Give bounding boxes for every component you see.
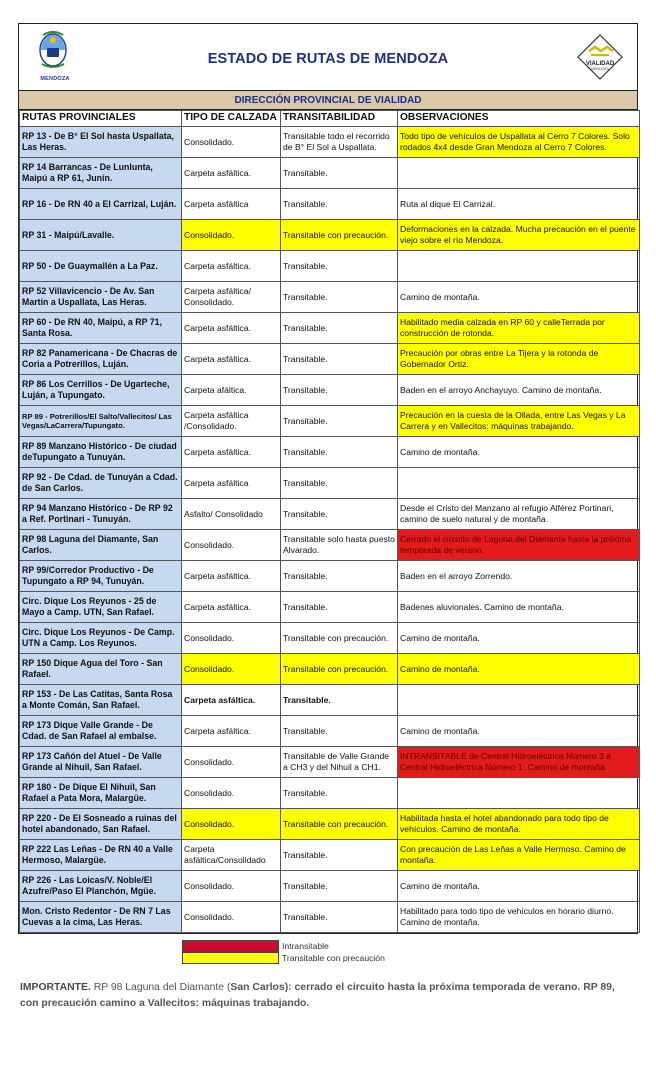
calzada-cell: Carpeta asfáltica. bbox=[182, 592, 281, 623]
note-lead: IMPORTANTE. bbox=[20, 982, 91, 993]
note-part1: RP 98 Laguna del Diamante ( bbox=[90, 982, 231, 993]
transitabilidad-cell: Transitable. bbox=[281, 592, 398, 623]
note-part3: ): cerrado el circuito hasta la próxima temporada de verano. RP 89, con precaución camino a Vallecitos: máquinas trabajando. bbox=[20, 982, 615, 1009]
transitabilidad-cell: Transitable todo el recorrido de B° El Sol a Uspallata. bbox=[281, 127, 398, 158]
calzada-cell: Carpeta asfáltica bbox=[182, 189, 281, 220]
observaciones-cell: Camino de montaña. bbox=[398, 716, 640, 747]
route-cell: RP 14 Barrancas - De Lunlunta, Maipú a RP 61, Junín. bbox=[20, 158, 182, 189]
route-cell: RP 173 Cañón del Atuel - De Valle Grande al Nihuil, San Rafael. bbox=[20, 747, 182, 778]
calzada-cell: Consolidado. bbox=[182, 902, 281, 933]
routes-table-body bbox=[20, 127, 640, 933]
observaciones-cell: Camino de montaña. bbox=[398, 871, 640, 902]
legend-item-precaucion bbox=[182, 952, 385, 964]
route-cell: RP 220 - De El Sosneado a ruinas del hotel abandonado, San Rafael. bbox=[20, 809, 182, 840]
calzada-cell: Consolidado. bbox=[182, 530, 281, 561]
table-row bbox=[20, 747, 640, 778]
vialidad-logo-text: VIALIDAD bbox=[585, 61, 615, 67]
observaciones-cell: Con precaución de Las Leñas a Valle Hermoso. Camino de montaña. bbox=[398, 840, 640, 871]
table-row bbox=[20, 313, 640, 344]
calzada-cell: Carpeta asfáltica. bbox=[182, 716, 281, 747]
route-status-sheet bbox=[18, 23, 638, 934]
table-row bbox=[20, 344, 640, 375]
calzada-cell: Carpeta asfáltica. bbox=[182, 313, 281, 344]
calzada-cell: Consolidado. bbox=[182, 778, 281, 809]
calzada-cell: Carpeta asfáltica. bbox=[182, 344, 281, 375]
transitabilidad-cell: Transitable. bbox=[281, 685, 398, 716]
observaciones-cell: Camino de montaña. bbox=[398, 654, 640, 685]
legend bbox=[182, 940, 385, 964]
transitabilidad-cell: Transitable. bbox=[281, 375, 398, 406]
table-row bbox=[20, 220, 640, 251]
route-cell: RP 180 - De Dique El Nihuil, San Rafael a Pata Mora, Malargüe. bbox=[20, 778, 182, 809]
transitabilidad-cell: Transitable. bbox=[281, 344, 398, 375]
calzada-cell: Consolidado. bbox=[182, 809, 281, 840]
table-row bbox=[20, 778, 640, 809]
transitabilidad-cell: Transitable. bbox=[281, 561, 398, 592]
transitabilidad-cell: Transitable. bbox=[281, 282, 398, 313]
route-cell: RP 60 - De RN 40, Maipú, a RP 71, Santa Rosa. bbox=[20, 313, 182, 344]
table-row bbox=[20, 375, 640, 406]
observaciones-cell bbox=[398, 468, 640, 499]
subheader: DIRECCIÓN PROVINCIAL DE VIALIDAD bbox=[19, 91, 637, 110]
table-row bbox=[20, 158, 640, 189]
calzada-cell: Asfalto/ Consolidado bbox=[182, 499, 281, 530]
legend-swatch-yellow bbox=[182, 952, 279, 964]
route-cell: RP 16 - De RN 40 a El Carrizal, Luján. bbox=[20, 189, 182, 220]
transitabilidad-cell: Transitable. bbox=[281, 902, 398, 933]
important-note bbox=[20, 980, 636, 1011]
route-cell: Mon. Cristo Redentor - De RN 7 Las Cuevas a la cima, Las Heras. bbox=[20, 902, 182, 933]
observaciones-cell: Cerrado el circuito de Laguna del Diamante hasta la próxima temporada de verano. bbox=[398, 530, 640, 561]
observaciones-cell: Habilitado media calzada en RP 60 y calleTerrada por construcción de rotonda. bbox=[398, 313, 640, 344]
table-row bbox=[20, 902, 640, 933]
transitabilidad-cell: Transitable. bbox=[281, 716, 398, 747]
transitabilidad-cell: Transitable. bbox=[281, 499, 398, 530]
mendoza-logo-caption: MENDOZA bbox=[40, 76, 70, 82]
route-cell: RP 82 Panamericana - De Chacras de Coria a Potrerillos, Luján. bbox=[20, 344, 182, 375]
calzada-cell: Consolidado. bbox=[182, 747, 281, 778]
transitabilidad-cell: Transitable. bbox=[281, 251, 398, 282]
route-cell: RP 89 - Potrerillos/El Salto/Vallecitos/ Las Vegas/LaCarrera/Tupungato. bbox=[20, 406, 182, 437]
calzada-cell: Carpeta asfáltica/Consolidado bbox=[182, 840, 281, 871]
vialidad-logo bbox=[577, 34, 623, 80]
calzada-cell: Carpeta asfáltica. bbox=[182, 685, 281, 716]
route-cell: RP 92 - De Cdad. de Tunuyán a Cdad. de San Carlos. bbox=[20, 468, 182, 499]
observaciones-cell: Todo tipo de vehículos de Uspallata al Cerro 7 Colores. Solo rodados 4x4 desde Gran Mendoza al Cerro 7 Colores. bbox=[398, 127, 640, 158]
route-cell: RP 226 - Las Loicas/V. Noble/El Azufre/Paso El Planchón, Mgüe. bbox=[20, 871, 182, 902]
column-header-observaciones: OBSERVACIONES bbox=[398, 111, 640, 127]
table-row bbox=[20, 530, 640, 561]
table-row bbox=[20, 561, 640, 592]
calzada-cell: Carpeta asfáltica/ Consolidado. bbox=[182, 282, 281, 313]
calzada-cell: Carpeta afáltica. bbox=[182, 375, 281, 406]
observaciones-cell bbox=[398, 685, 640, 716]
observaciones-cell: Desde el Cristo del Manzano al refugio Alférez Portinari, camino de suelo natural y de montaña. bbox=[398, 499, 640, 530]
transitabilidad-cell: Transitable. bbox=[281, 840, 398, 871]
transitabilidad-cell: Transitable. bbox=[281, 158, 398, 189]
transitabilidad-cell: Transitable. bbox=[281, 406, 398, 437]
route-cell: RP 222 Las Leñas - De RN 40 a Valle Hermoso, Malargüe. bbox=[20, 840, 182, 871]
observaciones-cell bbox=[398, 778, 640, 809]
transitabilidad-cell: Transitable. bbox=[281, 437, 398, 468]
transitabilidad-cell: Transitable. bbox=[281, 871, 398, 902]
route-cell: RP 31 - Maipú/Lavalle. bbox=[20, 220, 182, 251]
route-cell: Circ. Dique Los Reyunos - 25 de Mayo a Camp. UTN, San Rafael. bbox=[20, 592, 182, 623]
observaciones-cell: Baden en el arroyo Anchayuyo. Camino de montaña. bbox=[398, 375, 640, 406]
route-cell: Circ. Dique Los Reyunos - De Camp. UTN a Camp. Los Reyunos. bbox=[20, 623, 182, 654]
route-cell: RP 13 - De B° El Sol hasta Uspallata, Las Heras. bbox=[20, 127, 182, 158]
table-row bbox=[20, 437, 640, 468]
vialidad-logo-subtext: MENDOZA bbox=[591, 67, 609, 71]
route-cell: RP 50 - De Guaymallén a La Paz. bbox=[20, 251, 182, 282]
transitabilidad-cell: Transitable con precaución. bbox=[281, 654, 398, 685]
observaciones-cell: Camino de montaña. bbox=[398, 437, 640, 468]
table-row bbox=[20, 592, 640, 623]
legend-swatch-red bbox=[182, 940, 279, 952]
observaciones-cell: Badenes aluvionales. Camino de montaña. bbox=[398, 592, 640, 623]
table-row bbox=[20, 406, 640, 437]
observaciones-cell: Deformaciones en la calzada. Mucha precaución en el puente viejo sobre el río Mendoza. bbox=[398, 220, 640, 251]
route-cell: RP 150 Dique Agua del Toro - San Rafael. bbox=[20, 654, 182, 685]
transitabilidad-cell: Transitable. bbox=[281, 313, 398, 344]
transitabilidad-cell: Transitable de Valle Grande a CH3 y del Nihuil a CH1. bbox=[281, 747, 398, 778]
observaciones-cell: Camino de montaña. bbox=[398, 623, 640, 654]
table-row bbox=[20, 654, 640, 685]
calzada-cell: Carpeta asfáltica. bbox=[182, 437, 281, 468]
observaciones-cell: Precaución por obras entre La Tijera y la rotonda de Gobernador Ortiz. bbox=[398, 344, 640, 375]
transitabilidad-cell: Transitable. bbox=[281, 778, 398, 809]
observaciones-cell: Habilitado para todo tipo de vehículos en horario diurno. Camino de montaña. bbox=[398, 902, 640, 933]
route-cell: RP 173 Dique Valle Grande - De Cdad. de San Rafael al embalse. bbox=[20, 716, 182, 747]
observaciones-cell: Camino de montaña. bbox=[398, 282, 640, 313]
legend-label: Intransitable bbox=[282, 941, 329, 951]
legend-label: Transitable con precaución bbox=[282, 953, 385, 963]
calzada-cell: Carpeta asfáltica bbox=[182, 468, 281, 499]
transitabilidad-cell: Transitable. bbox=[281, 468, 398, 499]
route-cell: RP 98 Laguna del Diamante, San Carlos. bbox=[20, 530, 182, 561]
calzada-cell: Consolidado. bbox=[182, 220, 281, 251]
observaciones-cell: Ruta al dique El Carrizal. bbox=[398, 189, 640, 220]
note-part2: San Carlos bbox=[230, 982, 285, 993]
table-row bbox=[20, 809, 640, 840]
route-cell: RP 89 Manzano Histórico - De ciudad deTupungato a Tunuyán. bbox=[20, 437, 182, 468]
calzada-cell: Carpeta asfáltica. bbox=[182, 561, 281, 592]
column-header-rutas: RUTAS PROVINCIALES bbox=[20, 111, 182, 127]
route-cell: RP 94 Manzano Histórico - De RP 92 a Ref. Portinari - Tunuyán. bbox=[20, 499, 182, 530]
table-row bbox=[20, 468, 640, 499]
observaciones-cell: Precaución en la cuesta de la Ollada, entre Las Vegas y La Carrera y en Vallecitos: máquinas trabajando. bbox=[398, 406, 640, 437]
calzada-cell: Consolidado. bbox=[182, 623, 281, 654]
transitabilidad-cell: Transitable con precaución. bbox=[281, 809, 398, 840]
calzada-cell: Consolidado. bbox=[182, 871, 281, 902]
vialidad-logo-icon bbox=[577, 34, 623, 80]
table-row bbox=[20, 189, 640, 220]
transitabilidad-cell: Transitable. bbox=[281, 189, 398, 220]
table-header-row bbox=[20, 111, 640, 127]
route-cell: RP 86 Los Cerrillos - De Ugarteche, Luján, a Tupungato. bbox=[20, 375, 182, 406]
legend-item-intransitable bbox=[182, 940, 385, 952]
route-cell: RP 153 - De Las Catitas, Santa Rosa a Monte Comán, San Rafael. bbox=[20, 685, 182, 716]
calzada-cell: Carpeta asfáltica /Consolidado. bbox=[182, 406, 281, 437]
table-row bbox=[20, 282, 640, 313]
page-title: ESTADO DE RUTAS DE MENDOZA bbox=[207, 51, 449, 67]
table-row bbox=[20, 623, 640, 654]
transitabilidad-cell: Transitable solo hasta puesto Alvarado. bbox=[281, 530, 398, 561]
header bbox=[19, 24, 637, 91]
table-row bbox=[20, 499, 640, 530]
calzada-cell: Consolidado. bbox=[182, 654, 281, 685]
observaciones-cell: Baden en el arroyo Zorrendo. bbox=[398, 561, 640, 592]
table-row bbox=[20, 840, 640, 871]
calzada-cell: Carpeta asfáltica. bbox=[182, 158, 281, 189]
calzada-cell: Consolidado. bbox=[182, 127, 281, 158]
route-cell: RP 99/Corredor Productivo - De Tupungato a RP 94, Tunuyán. bbox=[20, 561, 182, 592]
calzada-cell: Carpeta asfáltica. bbox=[182, 251, 281, 282]
table-row bbox=[20, 127, 640, 158]
observaciones-cell: INTRANSITABLE de Central Hidroeléctrica Número 3 a Central Hidroeléctrica Número 1. Camino de montaña bbox=[398, 747, 640, 778]
route-cell: RP 52 Villavicencio - De Av. San Martín a Uspallata, Las Heras. bbox=[20, 282, 182, 313]
observaciones-cell bbox=[398, 251, 640, 282]
transitabilidad-cell: Transitable con precaución. bbox=[281, 623, 398, 654]
observaciones-cell: Habilitada hasta el hotel abandonado para todo tipo de vehículos. Camino de montaña. bbox=[398, 809, 640, 840]
column-header-calzada: TIPO DE CALZADA bbox=[182, 111, 281, 127]
table-row bbox=[20, 685, 640, 716]
transitabilidad-cell: Transitable con precaución. bbox=[281, 220, 398, 251]
routes-table bbox=[19, 110, 640, 933]
table-row bbox=[20, 716, 640, 747]
observaciones-cell bbox=[398, 158, 640, 189]
table-row bbox=[20, 251, 640, 282]
table-row bbox=[20, 871, 640, 902]
column-header-transitabilidad: TRANSITABILIDAD bbox=[281, 111, 398, 127]
